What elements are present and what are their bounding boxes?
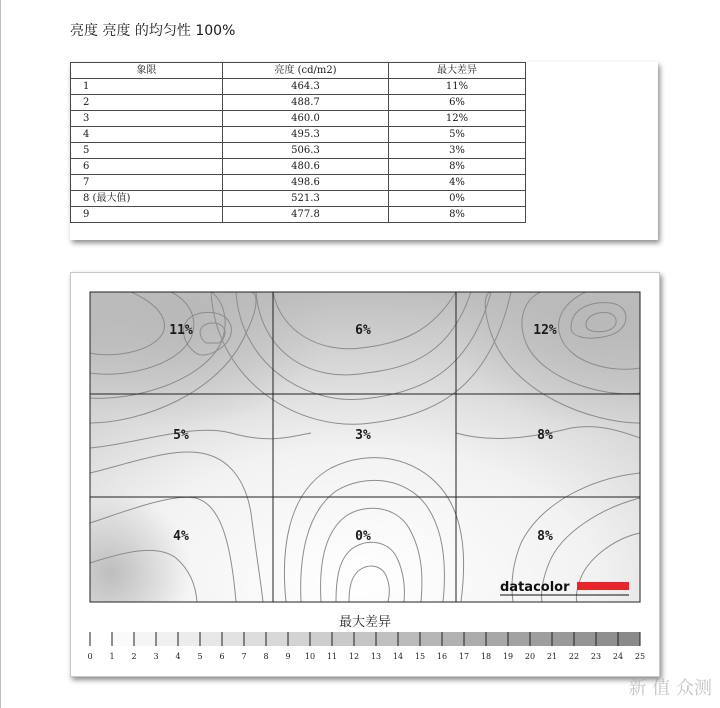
table-row xyxy=(71,207,526,223)
scale-tick-label: 8 xyxy=(263,652,269,661)
scale-tick-label: 1 xyxy=(109,652,115,661)
zone-cell: 6 xyxy=(71,159,223,175)
uniformity-table-card xyxy=(70,62,658,240)
scale-tick-label: 19 xyxy=(502,652,514,661)
brand-text: datacolor xyxy=(500,580,570,595)
scale-segment xyxy=(574,632,596,646)
uniformity-heatmap-card xyxy=(70,272,660,677)
page-title: 亮度 亮度 的均匀性 100% xyxy=(70,23,236,39)
luminance-cell: 506.3 xyxy=(223,143,389,159)
page-left-border xyxy=(0,0,1,708)
luminance-cell: 521.3 xyxy=(223,191,389,207)
zone-label: 12% xyxy=(533,323,557,338)
table-row xyxy=(71,95,526,111)
max-diff-cell: 4% xyxy=(389,175,526,191)
scale-segment xyxy=(288,632,310,646)
table-row xyxy=(71,79,526,95)
scale-tick-label: 25 xyxy=(634,652,646,661)
scale-segment xyxy=(420,632,442,646)
scale-title: 最大差异 xyxy=(338,615,392,630)
scale-tick-label: 16 xyxy=(436,652,448,661)
zone-cell: 5 xyxy=(71,143,223,159)
scale-tick-label: 15 xyxy=(414,652,426,661)
zone-cell: 8 (最大值) xyxy=(71,191,223,207)
zone-cell: 4 xyxy=(71,127,223,143)
zone-cell: 1 xyxy=(71,79,223,95)
scale-tick-label: 9 xyxy=(285,652,291,661)
scale-segment xyxy=(200,632,222,646)
scale-segment xyxy=(398,632,420,646)
scale-segment xyxy=(486,632,508,646)
watermark: 新 值 众测 xyxy=(628,678,712,699)
scale-tick-label: 23 xyxy=(590,652,602,661)
header-zone: 象限 xyxy=(71,63,223,79)
table-row xyxy=(71,111,526,127)
scale-segment xyxy=(530,632,552,646)
scale-segment xyxy=(134,632,156,646)
scale-tick-label: 18 xyxy=(480,652,492,661)
uniformity-table xyxy=(70,62,526,223)
zone-label: 6% xyxy=(355,323,371,338)
zone-label: 0% xyxy=(355,529,371,544)
scale-segment xyxy=(112,632,134,646)
zone-label: 3% xyxy=(355,428,371,443)
scale-tick-label: 3 xyxy=(153,652,159,661)
scale-segment xyxy=(222,632,244,646)
scale-tick-label: 0 xyxy=(87,652,93,661)
luminance-cell: 477.8 xyxy=(223,207,389,223)
max-diff-cell: 11% xyxy=(389,79,526,95)
scale-segment xyxy=(596,632,618,646)
uniformity-heatmap xyxy=(71,273,659,676)
zone-label: 4% xyxy=(173,529,189,544)
max-diff-cell: 12% xyxy=(389,111,526,127)
table-row xyxy=(71,191,526,207)
luminance-cell: 480.6 xyxy=(223,159,389,175)
scale-tick-label: 7 xyxy=(241,652,247,661)
scale-tick-label: 22 xyxy=(568,652,580,661)
max-diff-cell: 6% xyxy=(389,95,526,111)
header-luminance: 亮度 (cd/m2) xyxy=(223,63,389,79)
zone-label: 8% xyxy=(537,428,553,443)
brand-bar xyxy=(577,582,629,590)
scale-segment xyxy=(332,632,354,646)
scale-segment xyxy=(90,632,112,646)
zone-cell: 9 xyxy=(71,207,223,223)
scale-tick-label: 10 xyxy=(304,652,316,661)
table-row xyxy=(71,159,526,175)
scale-segment xyxy=(618,632,640,646)
scale-tick-label: 17 xyxy=(458,652,470,661)
zone-cell: 2 xyxy=(71,95,223,111)
luminance-cell: 464.3 xyxy=(223,79,389,95)
zone-cell: 7 xyxy=(71,175,223,191)
table-row xyxy=(71,175,526,191)
scale-tick-label: 24 xyxy=(612,652,624,661)
max-diff-cell: 8% xyxy=(389,159,526,175)
scale-tick-label: 6 xyxy=(219,652,225,661)
scale-segment xyxy=(310,632,332,646)
header-max-diff: 最大差异 xyxy=(389,63,526,79)
luminance-cell: 460.0 xyxy=(223,111,389,127)
max-diff-cell: 8% xyxy=(389,207,526,223)
max-diff-cell: 5% xyxy=(389,127,526,143)
scale-tick-label: 2 xyxy=(131,652,137,661)
scale-tick-label: 14 xyxy=(392,652,404,661)
zone-cell: 3 xyxy=(71,111,223,127)
table-row xyxy=(71,127,526,143)
table-header-row xyxy=(71,63,526,79)
zone-label: 5% xyxy=(173,428,189,443)
scale-segment xyxy=(508,632,530,646)
luminance-cell: 488.7 xyxy=(223,95,389,111)
zone-label: 8% xyxy=(537,529,553,544)
scale-tick-label: 5 xyxy=(197,652,203,661)
scale-tick-label: 20 xyxy=(524,652,536,661)
max-diff-cell: 3% xyxy=(389,143,526,159)
scale-segment xyxy=(464,632,486,646)
scale-segment xyxy=(244,632,266,646)
scale-segment xyxy=(266,632,288,646)
scale-segment xyxy=(178,632,200,646)
scale-tick-label: 11 xyxy=(326,652,338,661)
scale-tick-label: 4 xyxy=(175,652,181,661)
table-row xyxy=(71,143,526,159)
max-diff-cell: 0% xyxy=(389,191,526,207)
luminance-cell: 495.3 xyxy=(223,127,389,143)
scale-segment xyxy=(552,632,574,646)
scale-segment xyxy=(354,632,376,646)
scale-segment xyxy=(442,632,464,646)
zone-label: 11% xyxy=(169,323,193,338)
scale-tick-label: 12 xyxy=(348,652,360,661)
scale-tick-label: 21 xyxy=(546,652,558,661)
scale-segment xyxy=(376,632,398,646)
scale-segment xyxy=(156,632,178,646)
scale-tick-label: 13 xyxy=(370,652,382,661)
luminance-cell: 498.6 xyxy=(223,175,389,191)
